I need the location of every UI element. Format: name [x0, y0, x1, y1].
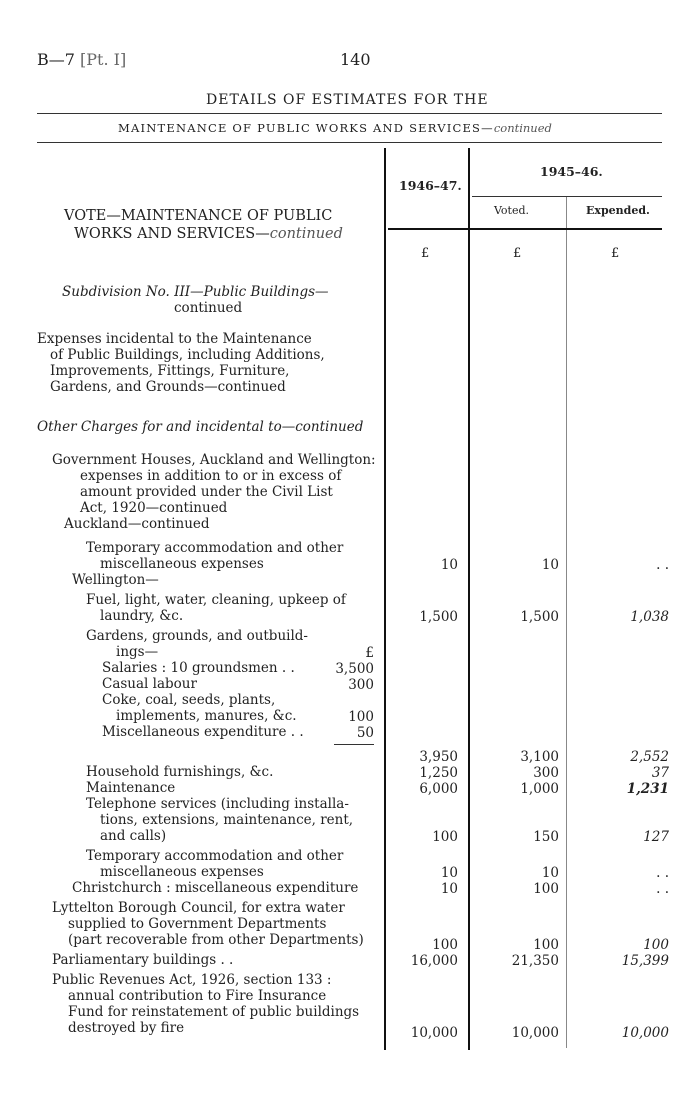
row-text: Salaries : 10 groundsmen . .: [102, 660, 295, 676]
amount-voted: 10,000: [511, 1025, 559, 1041]
amount-voted: 3,100: [520, 749, 559, 765]
subdivision-heading: Subdivision No. III—Public Buildings—: [62, 284, 329, 300]
amount-1946: 6,000: [419, 781, 458, 797]
amount-voted: 150: [533, 829, 559, 845]
amount-voted: 21,350: [511, 953, 559, 969]
sub-amount: £: [365, 645, 374, 661]
row-text: Temporary accommodation and other: [86, 540, 344, 556]
amount-expended: 10,000: [621, 1025, 669, 1041]
page-reference: B—7 [Pt. I]: [37, 50, 127, 69]
amount-1946: 10: [440, 865, 458, 881]
amount-expended: 2,552: [630, 749, 669, 765]
subtitle-rule: [37, 142, 662, 143]
row-text: Public Revenues Act, 1926, section 133 :: [52, 972, 332, 988]
row-text: Parliamentary buildings . .: [52, 952, 234, 968]
currency-expended: £: [611, 246, 620, 261]
amount-expended: 100: [643, 937, 669, 953]
page-number: 140: [340, 50, 371, 69]
amount-1946: 100: [432, 829, 458, 845]
currency-voted: £: [513, 246, 522, 261]
row-text: ings—: [116, 644, 159, 660]
row-text: Temporary accommodation and other: [86, 848, 344, 864]
column-header-voted: Voted.: [494, 204, 530, 217]
amount-expended: 1,038: [630, 609, 669, 625]
subtotal-rule: [334, 744, 374, 745]
amount-expended: 15,399: [621, 953, 669, 969]
currency-1946: £: [421, 246, 430, 261]
row-text: amount provided under the Civil List: [80, 484, 333, 500]
amount-expended: . .: [656, 865, 669, 881]
page-subtitle: MAINTENANCE OF PUBLIC WORKS AND SERVICES—continued: [118, 121, 552, 135]
expenses-heading-4: Gardens, and Grounds—continued: [50, 379, 286, 395]
column-header-expended: Expended.: [586, 204, 650, 217]
amount-expended: . .: [656, 881, 669, 897]
row-text: Miscellaneous expenditure . .: [102, 724, 304, 740]
row-text: expenses in addition to or in excess of: [80, 468, 342, 484]
row-text: destroyed by fire: [68, 1020, 185, 1036]
amount-voted: 10: [541, 557, 559, 573]
year-span-rule: [472, 196, 662, 197]
column-divider-left: [384, 148, 386, 1050]
amount-voted: 300: [533, 765, 559, 781]
amount-1946: 100: [432, 937, 458, 953]
column-divider-mid: [468, 148, 470, 1050]
vote-heading: VOTE—MAINTENANCE OF PUBLIC WORKS AND SERVICES—continued: [64, 208, 343, 242]
amount-voted: 1,000: [520, 781, 559, 797]
expenses-heading-1: Expenses incidental to the Maintenance: [37, 331, 312, 347]
amount-expended: . .: [656, 557, 669, 573]
page-title: DETAILS OF ESTIMATES FOR THE: [206, 92, 489, 108]
sub-amount: 100: [348, 709, 374, 725]
sub-amount: 50: [356, 725, 374, 741]
amount-1946: 3,950: [419, 749, 458, 765]
row-text: Fuel, light, water, cleaning, upkeep of: [86, 592, 346, 608]
expenses-heading-2: of Public Buildings, including Additions,: [50, 347, 325, 363]
row-text: Act, 1920—continued: [80, 500, 228, 516]
row-text: tions, extensions, maintenance, rent,: [100, 812, 354, 828]
row-text: Wellington—: [72, 572, 159, 588]
amount-voted: 100: [533, 881, 559, 897]
row-text: miscellaneous expenses: [100, 556, 264, 572]
amount-1946: 10,000: [410, 1025, 458, 1041]
amount-voted: 10: [541, 865, 559, 881]
expenses-heading-3: Improvements, Fittings, Furniture,: [50, 363, 290, 379]
row-text: Fund for reinstatement of public buildings: [68, 1004, 360, 1020]
amount-1946: 10: [440, 881, 458, 897]
sub-amount: 3,500: [335, 661, 374, 677]
amount-1946: 1,250: [419, 765, 458, 781]
row-text: Household furnishings, &c.: [86, 764, 274, 780]
column-header-1946: 1946–47.: [399, 178, 462, 193]
row-text: implements, manures, &c.: [116, 708, 297, 724]
row-text: annual contribution to Fire Insurance: [68, 988, 327, 1004]
amount-voted: 1,500: [520, 609, 559, 625]
column-header-1945: 1945–46.: [540, 164, 603, 179]
title-rule: [37, 113, 662, 114]
amount-voted: 100: [533, 937, 559, 953]
row-text: miscellaneous expenses: [100, 864, 264, 880]
row-text: Coke, coal, seeds, plants,: [102, 692, 276, 708]
row-text: Lyttelton Borough Council, for extra water: [52, 900, 345, 916]
row-text: Government Houses, Auckland and Wellington:: [52, 452, 376, 468]
row-text: laundry, &c.: [100, 608, 184, 624]
row-text: and calls): [100, 828, 167, 844]
amount-expended: 1,231: [626, 781, 669, 797]
amount-expended: 127: [643, 829, 669, 845]
amount-1946: 1,500: [419, 609, 458, 625]
row-text: Christchurch : miscellaneous expenditure: [72, 880, 359, 896]
other-charges-heading: Other Charges for and incidental to—continued: [37, 419, 364, 435]
row-text: Gardens, grounds, and outbuild-: [86, 628, 308, 644]
column-divider-right: [566, 196, 567, 1048]
sub-amount: 300: [348, 677, 374, 693]
row-text: supplied to Government Departments: [68, 916, 327, 932]
row-text: Auckland—continued: [64, 516, 210, 532]
amount-expended: 37: [651, 765, 669, 781]
column-header-rule: [388, 228, 662, 230]
row-text: Maintenance: [86, 780, 176, 796]
subdivision-continued: continued: [174, 300, 243, 316]
row-text: Telephone services (including installa-: [86, 796, 349, 812]
amount-1946: 10: [440, 557, 458, 573]
amount-1946: 16,000: [410, 953, 458, 969]
row-text: (part recoverable from other Departments): [68, 932, 364, 948]
row-text: Casual labour: [102, 676, 197, 692]
